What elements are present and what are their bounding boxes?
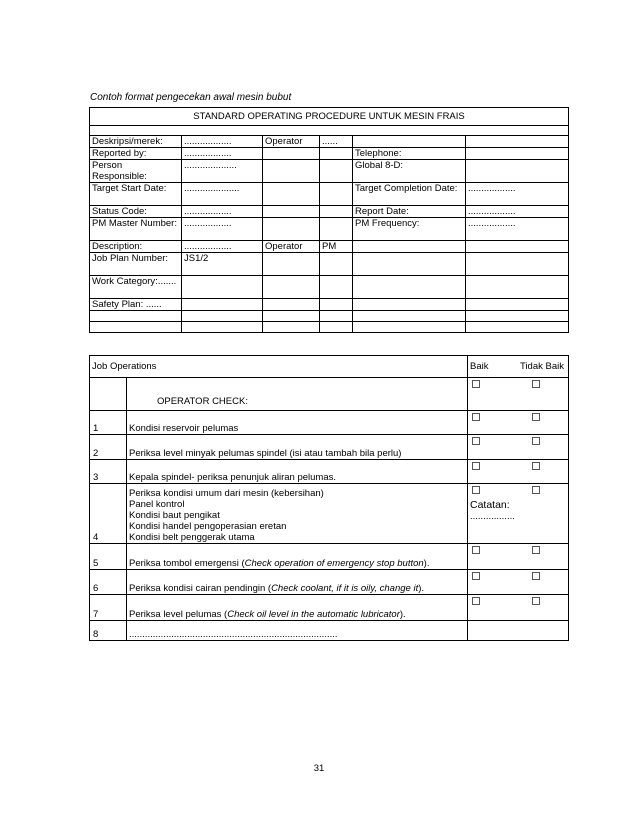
field-label	[263, 160, 320, 183]
catatan-field[interactable]: .................	[470, 511, 515, 522]
form-row	[90, 299, 569, 311]
empty-cell	[468, 621, 569, 641]
item-text: Periksa kondisi cairan pendingin (Check coolant, if it is oily, change it).	[127, 570, 468, 595]
page-number: 31	[313, 763, 325, 774]
item-number: 1	[90, 411, 127, 435]
form-row	[90, 136, 569, 148]
field-value[interactable]	[466, 241, 569, 253]
field-label	[263, 206, 320, 218]
field-label: Description:	[90, 241, 182, 253]
checkbox-baik[interactable]	[472, 572, 480, 580]
field-label: Safety Plan: ......	[90, 299, 182, 311]
field-value[interactable]: JS1/2	[182, 253, 263, 276]
item-number	[90, 378, 127, 411]
field-label: PM Master Number:	[90, 218, 182, 241]
field-value[interactable]	[466, 160, 569, 183]
form-row	[90, 206, 569, 218]
form-row	[90, 253, 569, 276]
job-operations-table	[89, 355, 569, 641]
sop-header-table	[89, 107, 569, 333]
field-label	[353, 253, 466, 276]
tidak-baik-header: Tidak Baik	[520, 361, 564, 372]
field-value[interactable]	[466, 299, 569, 311]
field-value[interactable]	[182, 299, 263, 311]
field-value[interactable]	[320, 218, 353, 241]
field-label	[263, 276, 320, 299]
item-text: Kepala spindel- periksa penunjuk aliran pelumas.	[127, 460, 468, 484]
checkbox-tidak-baik[interactable]	[532, 572, 540, 580]
item-number: 5	[90, 544, 127, 570]
item-number: 7	[90, 595, 127, 621]
field-value[interactable]: .....................	[182, 183, 263, 206]
field-label	[263, 183, 320, 206]
field-label: Status Code:	[90, 206, 182, 218]
field-label: Operator	[263, 241, 320, 253]
checkbox-baik[interactable]	[472, 462, 480, 470]
field-label	[263, 299, 320, 311]
form-row-empty	[90, 322, 569, 333]
field-label	[263, 218, 320, 241]
form-row	[90, 160, 569, 183]
rating-header	[468, 356, 569, 378]
field-value[interactable]: ..................	[182, 218, 263, 241]
item-number: 4	[90, 484, 127, 544]
catatan-label: Catatan:	[470, 499, 510, 511]
field-label: Global 8-D:	[353, 160, 466, 183]
field-label	[353, 299, 466, 311]
field-value[interactable]	[466, 253, 569, 276]
checkbox-tidak-baik[interactable]	[532, 486, 540, 494]
field-value[interactable]: ..................	[466, 218, 569, 241]
field-label: Target Start Date:	[90, 183, 182, 206]
field-label	[263, 253, 320, 276]
item-number: 2	[90, 435, 127, 460]
checkbox-baik[interactable]	[472, 413, 480, 421]
field-label: Person Responsible:	[90, 160, 182, 183]
field-label: PM Frequency:	[353, 218, 466, 241]
checkbox-baik[interactable]	[472, 597, 480, 605]
item-text: Periksa tombol emergensi (Check operation of emergency stop button).	[127, 544, 468, 570]
field-label	[263, 148, 320, 160]
item-text[interactable]: ...............................................................................	[127, 621, 468, 641]
checkbox-baik[interactable]	[472, 546, 480, 554]
sop-title: STANDARD OPERATING PROCEDURE UNTUK MESIN FRAIS	[90, 108, 569, 126]
field-label	[353, 276, 466, 299]
form-row-empty	[90, 311, 569, 322]
field-label	[353, 241, 466, 253]
field-value[interactable]	[320, 160, 353, 183]
item-line: Periksa kondisi umum dari mesin (kebersihan)	[129, 488, 324, 499]
field-value[interactable]: PM	[320, 241, 353, 253]
field-value[interactable]	[320, 253, 353, 276]
field-label: Telephone:	[353, 148, 466, 160]
document-caption: Contoh format pengecekan awal mesin bubut	[90, 92, 292, 103]
checkbox-tidak-baik[interactable]	[532, 437, 540, 445]
baik-header: Baik	[470, 361, 489, 372]
item-number: 8	[90, 621, 127, 641]
field-label: Deskripsi/merek:	[90, 136, 182, 148]
form-row	[90, 148, 569, 160]
field-value[interactable]: ....................	[182, 160, 263, 183]
form-row	[90, 218, 569, 241]
spacer-row	[90, 126, 569, 136]
item-line: Kondisi baut pengikat	[129, 510, 220, 521]
checkbox-tidak-baik[interactable]	[532, 380, 540, 388]
operator-check-heading: OPERATOR CHECK:	[127, 378, 468, 411]
field-value[interactable]	[320, 276, 353, 299]
field-value[interactable]: ..................	[182, 206, 263, 218]
field-value[interactable]	[466, 276, 569, 299]
field-value[interactable]	[320, 183, 353, 206]
field-label: Report Date:	[353, 206, 466, 218]
field-value[interactable]	[182, 276, 263, 299]
field-value[interactable]	[320, 206, 353, 218]
field-value[interactable]	[320, 299, 353, 311]
field-label: Job Plan Number:	[90, 253, 182, 276]
field-label: Target Completion Date:	[353, 183, 466, 206]
checkbox-baik[interactable]	[472, 486, 480, 494]
field-value[interactable]: ..................	[182, 241, 263, 253]
item-line: Kondisi handel pengoperasian eretan	[129, 521, 287, 532]
item-text: Kondisi reservoir pelumas	[127, 411, 468, 435]
checkbox-tidak-baik[interactable]	[532, 462, 540, 470]
field-label: Operator	[263, 136, 320, 148]
form-row	[90, 183, 569, 206]
field-value[interactable]: ..................	[466, 206, 569, 218]
form-row	[90, 276, 569, 299]
checkbox-tidak-baik[interactable]	[532, 597, 540, 605]
field-label: Reported by:	[90, 148, 182, 160]
field-value[interactable]	[320, 148, 353, 160]
item-text: Periksa level pelumas (Check oil level in the automatic lubricator).	[127, 595, 468, 621]
item-number: 6	[90, 570, 127, 595]
form-row	[90, 241, 569, 253]
checkbox-tidak-baik[interactable]	[532, 546, 540, 554]
field-value[interactable]: ......	[320, 136, 353, 148]
item-line: Panel kontrol	[129, 499, 185, 510]
field-label	[353, 136, 466, 148]
field-value[interactable]	[466, 136, 569, 148]
item-line: Kondisi belt penggerak utama	[129, 532, 255, 543]
field-value[interactable]: ..................	[182, 136, 263, 148]
field-value[interactable]: ..................	[182, 148, 263, 160]
field-value[interactable]: ..................	[466, 183, 569, 206]
checkbox-baik[interactable]	[472, 380, 480, 388]
field-value[interactable]	[466, 148, 569, 160]
field-label: Work Category:.......	[90, 276, 182, 299]
checkbox-baik[interactable]	[472, 437, 480, 445]
item-number: 3	[90, 460, 127, 484]
item-text-multiline	[127, 484, 468, 544]
item-text: Periksa level minyak pelumas spindel (isi atau tambah bila perlu)	[127, 435, 468, 460]
checkbox-tidak-baik[interactable]	[532, 413, 540, 421]
job-operations-header: Job Operations	[90, 356, 468, 378]
